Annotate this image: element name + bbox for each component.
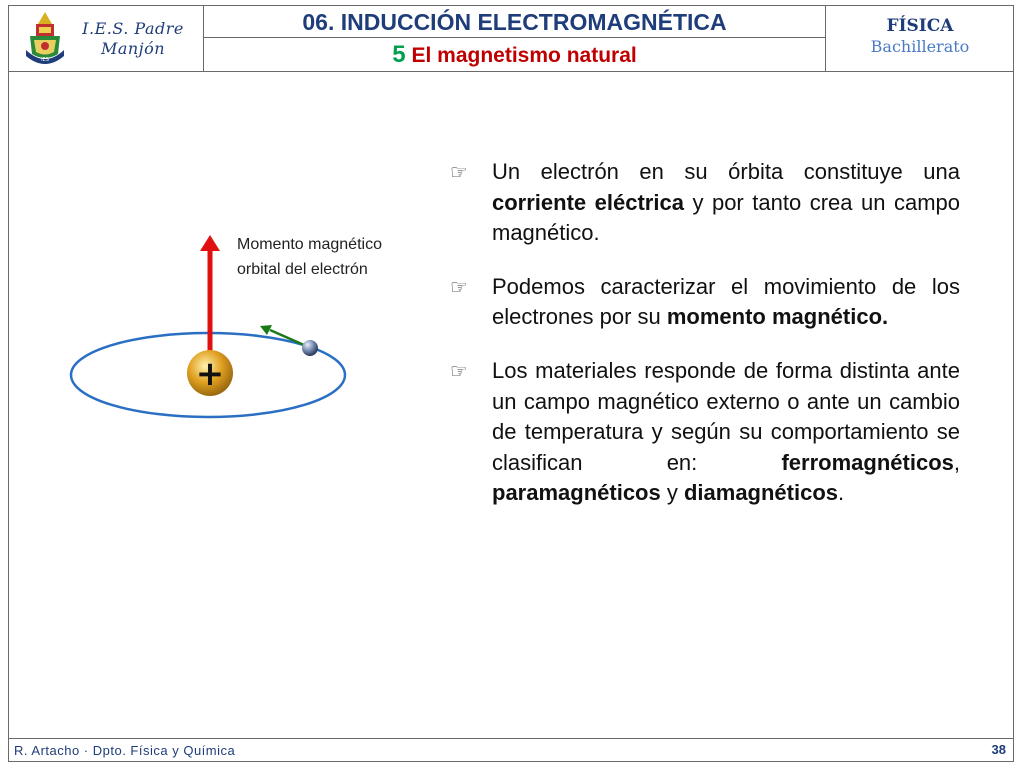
school-name-line1: I.E.S. Padre	[82, 19, 184, 38]
svg-text:IES: IES	[41, 57, 49, 63]
pointing-hand-icon: ☞	[450, 160, 468, 184]
magnetic-moment-label-line1: Momento magnético	[237, 236, 382, 253]
bullet-emphasis: momento magnético.	[666, 304, 889, 330]
bullet-item	[450, 157, 960, 249]
bullet-text: Podemos caracterizar el movimiento de los electrones por su	[492, 273, 960, 330]
slide-footer	[8, 738, 1014, 762]
bullet-emphasis: paramagnéticos	[492, 480, 661, 506]
bullet-emphasis: ferromagnéticos	[781, 449, 954, 475]
bullet-list	[450, 157, 960, 532]
pointing-hand-icon: ☞	[450, 358, 468, 383]
nucleus-sign: +	[195, 354, 225, 394]
bullet-text: .	[838, 480, 845, 506]
school-name	[70, 19, 196, 59]
bullet-emphasis: diamagnéticos	[683, 480, 839, 506]
bullet-text: y por tanto crea un campo magnético.	[492, 189, 961, 246]
section-name: El magnetismo natural	[411, 44, 637, 67]
level-label: Bachillerato	[870, 37, 970, 56]
pointing-hand-icon: ☞	[450, 274, 468, 299]
page-number: 38	[991, 742, 1006, 757]
electron-icon	[302, 340, 318, 356]
bullet-item	[450, 356, 960, 509]
bullet-item	[450, 272, 960, 333]
school-crest-icon	[22, 10, 68, 68]
subject-label: FÍSICA	[886, 16, 954, 36]
subject-cell	[826, 5, 1014, 71]
section-title	[204, 38, 825, 71]
footer-author: R. Artacho · Dpto. Física y Química	[14, 743, 236, 758]
magnetic-moment-label	[237, 232, 437, 282]
magnetic-moment-label-line2: orbital del electrón	[237, 261, 368, 278]
slide-header	[8, 5, 1014, 72]
bullet-text: Los materiales responde de forma distinta ante un campo magnético externo o ante un cambio de temperatura y según su comportamiento se clasifican en:	[492, 357, 960, 475]
section-number: 5	[392, 41, 406, 68]
school-logo-cell	[8, 5, 204, 71]
bullet-text: ,	[953, 449, 960, 475]
bullet-text: y	[660, 480, 684, 506]
title-cell	[204, 5, 826, 71]
school-name-line2: Manjón	[100, 39, 166, 58]
bullet-text: Un electrón en su órbita constituye una	[492, 159, 960, 184]
bullet-emphasis: corriente eléctrica	[492, 189, 684, 215]
unit-title: 06. INDUCCIÓN ELECTROMAGNÉTICA	[204, 5, 825, 38]
magnetic-moment-arrowhead	[200, 235, 220, 251]
